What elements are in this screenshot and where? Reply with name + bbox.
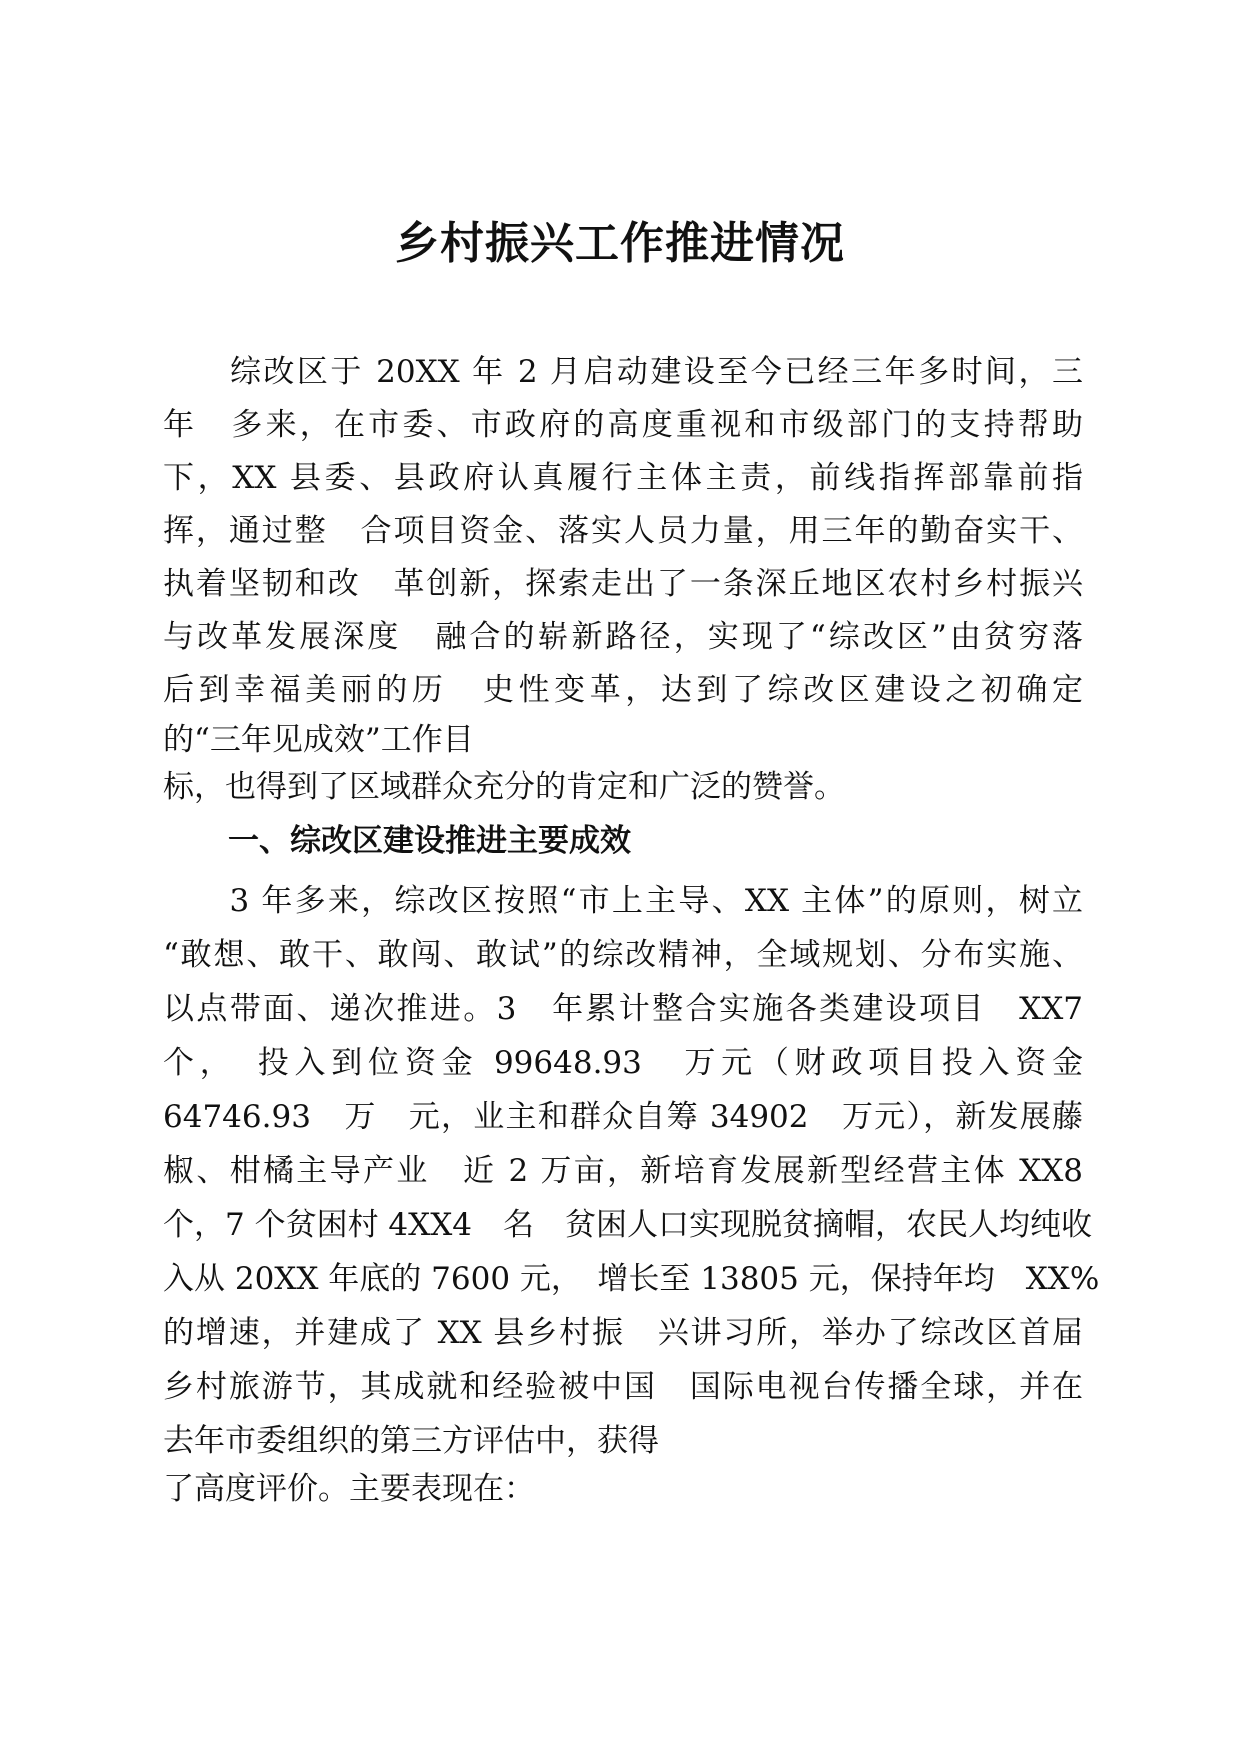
paragraph-2-line-4: 个， 投入到位资金 99648.93 万元（财政项目投入资金	[163, 1045, 1083, 1081]
paragraph-2-line-11: 去年市委组织的第三方评估中，获得	[163, 1423, 659, 1459]
paragraph-1-line-1: 综改区于 20XX 年 2 月启动建设至今已经三年多时间，三	[163, 354, 1083, 390]
paragraph-1-line-9: 标，也得到了区域群众充分的肯定和广泛的赞誉。	[163, 769, 845, 805]
paragraph-2-line-8: 入从 20XX 年底的 7600 元， 增长至 13805 元，保持年均 XX%	[163, 1261, 1100, 1297]
paragraph-1-line-3: 下，XX 县委、县政府认真履行主体主责，前线指挥部靠前指	[163, 460, 1083, 496]
paragraph-1-line-2: 年 多来，在市委、市政府的高度重视和市级部门的支持帮助	[163, 407, 1083, 443]
paragraph-2-line-6: 椒、柑橘主导产业 近 2 万亩，新培育发展新型经营主体 XX8	[163, 1153, 1083, 1189]
paragraph-2-line-5: 64746.93 万 元，业主和群众自筹 34902 万元），新发展藤	[163, 1099, 1083, 1135]
paragraph-2-line-1: 3 年多来，综改区按照“市上主导、XX 主体”的原则，树立	[163, 883, 1083, 919]
paragraph-2-line-10: 乡村旅游节，其成就和经验被中国 国际电视台传播全球，并在	[163, 1369, 1083, 1405]
paragraph-2-line-3: 以点带面、递次推进。3 年累计整合实施各类建设项目 XX7	[163, 991, 1083, 1027]
paragraph-2-line-7: 个，7 个贫困村 4XX4 名 贫困人口实现脱贫摘帽，农民人均纯收	[163, 1207, 1093, 1243]
paragraph-1-line-8: 的“三年见成效”工作目	[163, 722, 474, 758]
section-1-heading: 一、综改区建设推进主要成效	[228, 823, 631, 859]
paragraph-1-line-7: 后到幸福美丽的历 史性变革，达到了综改区建设之初确定	[163, 672, 1083, 708]
paragraph-2-line-12: 了高度评价。主要表现在：	[163, 1471, 535, 1507]
paragraph-1-line-5: 执着坚韧和改 革创新，探索走出了一条深丘地区农村乡村振兴	[163, 566, 1083, 602]
paragraph-2-line-2: “敢想、敢干、敢闯、敢试”的综改精神，全域规划、分布实施、	[163, 937, 1083, 973]
paragraph-1-line-6: 与改革发展深度 融合的崭新路径，实现了“综改区”由贫穷落	[163, 619, 1083, 655]
paragraph-1-line-4: 挥，通过整 合项目资金、落实人员力量，用三年的勤奋实干、	[163, 513, 1083, 549]
document-title: 乡村振兴工作推进情况	[395, 218, 845, 269]
paragraph-2-line-9: 的增速，并建成了 XX 县乡村振 兴讲习所，举办了综改区首届	[163, 1315, 1083, 1351]
